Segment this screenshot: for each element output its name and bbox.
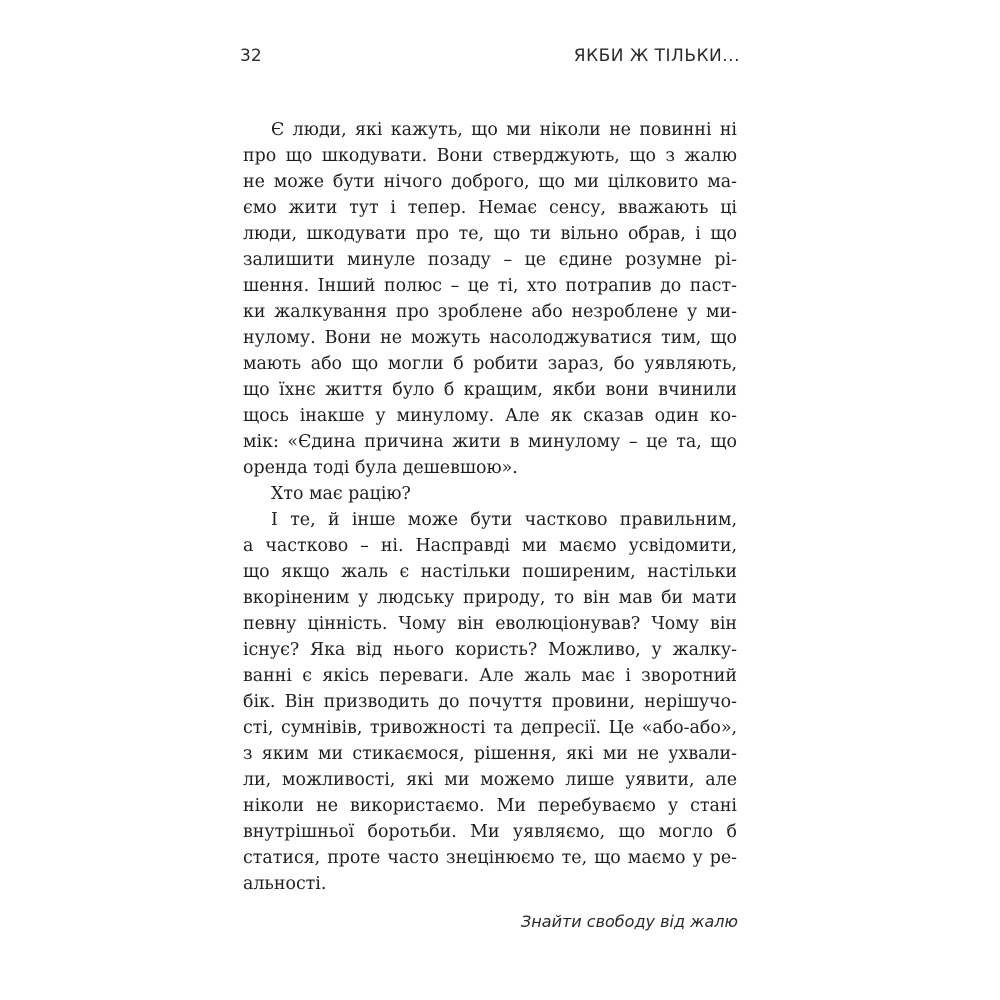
body-text: [243, 117, 737, 897]
page-header: [240, 44, 740, 74]
text-line: люди, шкодувати про те, що ти вільно обрав, і що: [243, 224, 737, 244]
text-line: ємо жити тут і тепер. Немає сенсу, вважають ці: [243, 198, 737, 218]
text-line: оренда тоді була дешевшою».: [243, 458, 518, 478]
text-line: з яким ми стикаємося, рішення, які ми не ухвали-: [243, 744, 737, 764]
text-line: не може бути нічого доброго, що ми цілковито ма-: [243, 172, 737, 192]
text-line: а частково – ні. Насправді ми маємо усвідомити,: [243, 536, 737, 556]
text-line: нулому. Вони не можуть насолоджуватися тим, що: [243, 328, 737, 348]
text-line: щось інакше у минулому. Але як сказав один ко-: [243, 406, 737, 426]
text-line: статися, проте часто знецінюємо те, що маємо у ре-: [243, 848, 737, 868]
text-line: вкоріненим у людську природу, то він мав би мати: [243, 588, 737, 608]
text-line: ванні є якісь переваги. Але жаль має і зворотний: [243, 666, 737, 686]
text-line: існує? Яка від нього користь? Можливо, у жалку-: [243, 640, 737, 660]
text-line: що їхнє життя було б кращим, якби вони вчинили: [243, 380, 737, 400]
text-line: ли, можливості, які ми можемо лише уявити, але: [243, 770, 737, 790]
text-line: мік: «Єдина причина жити в минулому – це та, що: [243, 432, 737, 452]
text-line: залишити минуле позаду – це єдине розумне рі-: [243, 250, 737, 270]
text-line: що якщо жаль є настільки поширеним, настільки: [243, 562, 737, 582]
text-line: альності.: [243, 874, 327, 894]
chapter-title-footer: Знайти свободу від жалю: [521, 912, 738, 931]
running-title: ЯКБИ Ж ТІЛЬКИ...: [573, 46, 740, 66]
text-line: бік. Він призводить до почуття провини, нерішучо-: [243, 692, 737, 712]
text-line: ки жалкування про зроблене або незроблене у ми-: [243, 302, 737, 322]
text-line: сті, сумнівів, тривожності та депресії. Це «або-або»,: [243, 718, 737, 738]
text-line: Хто має рацію?: [271, 484, 411, 504]
text-line: певну цінність. Чому він еволюціонував? Чому він: [243, 614, 737, 634]
text-line: шення. Інший полюс – це ті, хто потрапив до паст-: [243, 276, 737, 296]
text-line: Є люди, які кажуть, що ми ніколи не повинні ні: [271, 120, 737, 140]
text-line: І те, й інше може бути частково правильним,: [271, 510, 737, 530]
page-number: 32: [240, 46, 262, 66]
text-line: про що шкодувати. Вони стверджують, що з жалю: [243, 146, 737, 166]
text-line: внутрішньої боротьби. Ми уявляємо, що могло б: [243, 822, 737, 842]
text-line: ніколи не використаємо. Ми перебуваємо у стані: [243, 796, 737, 816]
text-line: мають або що могли б робити зараз, бо уявляють,: [243, 354, 737, 374]
